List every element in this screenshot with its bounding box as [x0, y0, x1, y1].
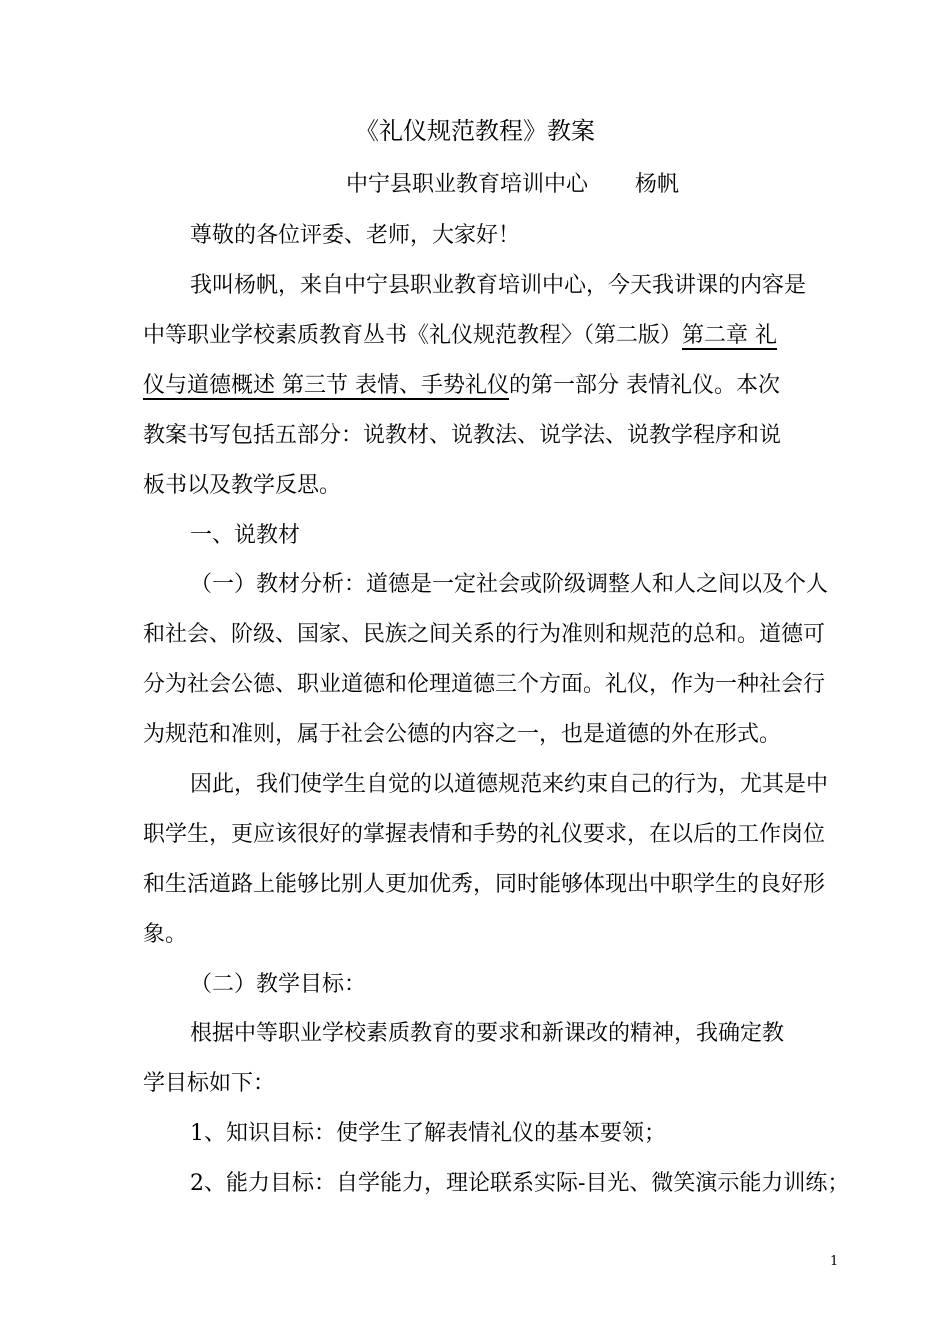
author-organization: 中宁县职业教育培训中心 [346, 172, 589, 197]
therefore-line: 因此，我们使学生自觉的以道德规范来约束自己的行为，尤其是中 [190, 772, 829, 797]
intro-line: 教案书写包括五部分：说教材、说教法、说学法、说教学程序和说 [143, 423, 782, 448]
analysis-line: 和社会、阶级、国家、民族之间关系的行为准则和规范的总和。道德可 [143, 622, 826, 647]
therefore-line: 和生活道路上能够比别人更加优秀，同时能够体现出中职学生的良好形 [143, 872, 826, 897]
section-heading: 一、说教材 [190, 523, 301, 548]
subsection-heading: （二）教学目标： [190, 972, 367, 997]
document-title: 《礼仪规范教程》教案 [355, 117, 595, 145]
intro-line [143, 321, 950, 351]
goal-item: 1、知识目标：使学生了解表情礼仪的基本要领； [190, 1121, 666, 1146]
page-number: 1 [830, 1254, 839, 1269]
analysis-line: 分为社会公德、职业道德和伦理道德三个方面。礼仪，作为一种社会行 [143, 672, 826, 697]
therefore-line: 职学生，更应该很好的掌握表情和手势的礼仪要求，在以后的工作岗位 [143, 822, 826, 847]
analysis-line: 为规范和准则，属于社会公德的内容之一，也是道德的外在形式。 [143, 722, 782, 747]
goal-item: 2、能力目标：自学能力，理论联系实际-目光、微笑演示能力训练； [190, 1171, 850, 1196]
analysis-line: （一）教材分析：道德是一定社会或阶级调整人和人之间以及个人 [190, 572, 829, 597]
author-line [346, 170, 950, 200]
underlined-chapter-reference: 第二章 礼 [682, 323, 778, 348]
intro-text: 中等职业学校素质教育丛书《礼仪规范教程〉（第二版） [143, 323, 683, 348]
underlined-section-reference: 仪与道德概述 第三节 表情、手势礼仪 [143, 373, 509, 398]
intro-text: 的第一部分 表情礼仪。本次 [509, 373, 780, 398]
goals-intro-line: 学目标如下： [143, 1071, 276, 1096]
intro-line: 板书以及教学反思。 [143, 473, 342, 498]
intro-line [143, 371, 950, 401]
intro-line: 我叫杨帆，来自中宁县职业教育培训中心，今天我讲课的内容是 [190, 273, 807, 298]
greeting: 尊敬的各位评委、老师，大家好！ [190, 223, 521, 248]
therefore-line: 象。 [143, 922, 188, 947]
author-name: 杨帆 [635, 172, 680, 197]
goals-intro-line: 根据中等职业学校素质教育的要求和新课改的精神，我确定教 [190, 1021, 785, 1046]
